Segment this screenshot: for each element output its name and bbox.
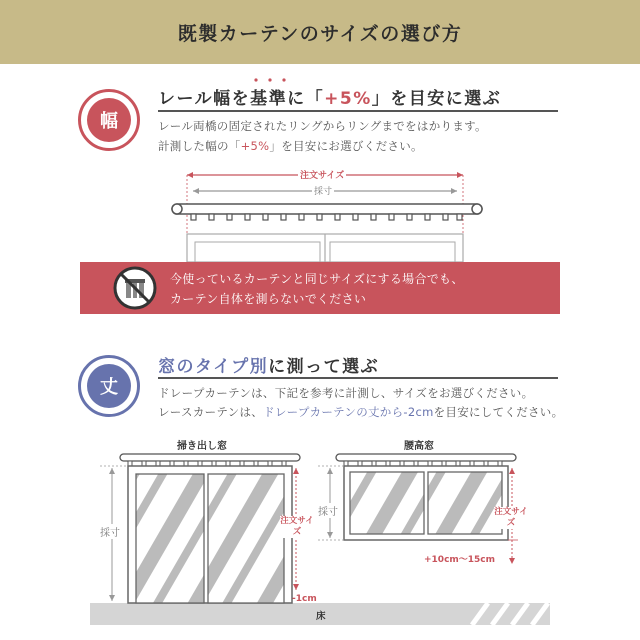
rail-rings bbox=[191, 214, 462, 220]
length-heading-rule bbox=[158, 377, 558, 379]
waist-plus-label: +10cm〜15cm bbox=[424, 555, 496, 565]
sweep-window bbox=[100, 454, 300, 603]
emphasis-dots bbox=[246, 76, 296, 84]
length-desc-line1: ドレープカーテンは、下記を参考に計測し、サイズをお選びください。 bbox=[158, 386, 534, 400]
curtain-rail bbox=[172, 204, 482, 214]
order-size-label: 注文サイズ bbox=[298, 168, 346, 181]
sweep-minus-label: -1cm bbox=[292, 594, 317, 604]
width-desc-line1: レール両橋の固定されたリングからリングまでをはかります。 bbox=[158, 119, 487, 133]
length-heading-post: に測って選ぶ bbox=[268, 357, 380, 377]
sweep-order-label: 注文サイズ bbox=[280, 516, 314, 537]
width-heading-accent: +5% bbox=[324, 89, 372, 109]
waist-measure-label: 採寸 bbox=[318, 503, 338, 518]
page-header bbox=[0, 0, 640, 64]
width-heading bbox=[158, 84, 501, 109]
width-heading-post: 」を目安に選ぶ bbox=[371, 89, 502, 109]
length-badge bbox=[78, 355, 140, 417]
warning-line2: カーテン自体を測らないでください bbox=[170, 292, 367, 306]
length-badge-label: 丈 bbox=[87, 364, 131, 408]
width-badge-label: 幅 bbox=[87, 98, 131, 142]
floor-label: 床 bbox=[316, 611, 326, 622]
length-heading-accent: 窓のタイプ別 bbox=[158, 357, 269, 377]
waist-window-title: 腰高窓 bbox=[404, 441, 434, 452]
page-title: 既製カーテンのサイズの選び方 bbox=[177, 22, 463, 45]
length-desc-line2: レースカーテンは、ドレープカーテンの丈から-2cmを目安にしてください。 bbox=[158, 405, 564, 419]
width-desc-line2: 計測した幅の「+5%」を目安にお選びください。 bbox=[158, 139, 423, 153]
width-heading-pre: レール幅を基準に「 bbox=[158, 89, 325, 109]
waist-window bbox=[318, 454, 518, 564]
width-heading-rule bbox=[158, 110, 558, 112]
width-badge bbox=[78, 89, 140, 151]
sweep-window-title: 掃き出し窓 bbox=[177, 441, 227, 452]
length-heading bbox=[158, 352, 379, 377]
measure-label: 採寸 bbox=[312, 184, 334, 197]
waist-order-label: 注文サイズ bbox=[494, 507, 528, 528]
sweep-measure-label: 採寸 bbox=[100, 524, 120, 539]
warning-line1: 今使っているカーテンと同じサイズにする場合でも、 bbox=[170, 272, 464, 286]
no-measure-curtain-icon bbox=[113, 266, 157, 310]
